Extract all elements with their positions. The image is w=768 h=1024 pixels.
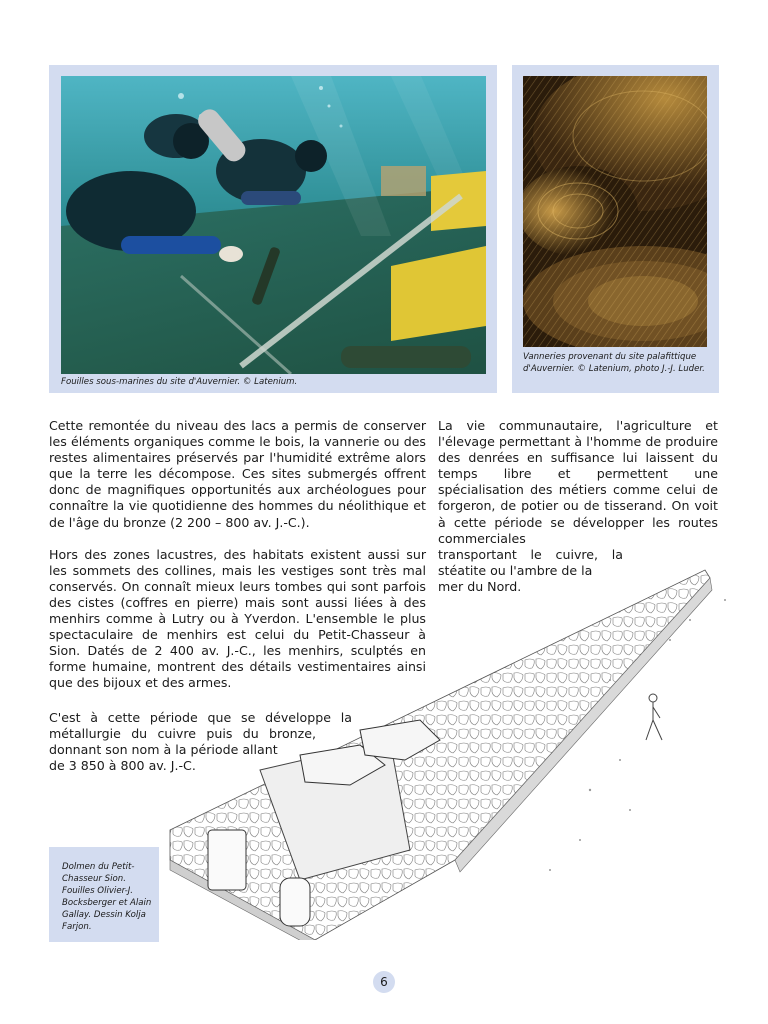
illustration-caption: Dolmen du Petit-Chasseur Sion. Fouilles Olivier-J. Bocksberger et Alain Gallay. Dessin Kolja Farjon. bbox=[62, 862, 152, 932]
walking-figure bbox=[646, 694, 662, 740]
page-number: 6 bbox=[373, 971, 395, 993]
closing-line: mer du Nord. bbox=[438, 578, 522, 594]
left-column bbox=[49, 418, 426, 692]
paragraph-hill-habitats: Hors des zones lacustres, des habitats existent aussi sur les sommets des collines, mais les vestiges sont très mal conservés. On connaît mieux leurs tombes qui sont parfois des cistes (coffres en pierre) mais sont aussi liées à des menhirs comme à Lutry ou à Yverdon. L'ensemble le plus spectaculaire de menhirs est celui du Petit-Chasseur à Sion. Datés de 2 400 av. J.-C., les menhirs, sculptés en forme humaine, montrent des détails vestimentaires ainsi que des bijoux et des armes. bbox=[49, 546, 426, 691]
closing-line: transportant le cuivre, la bbox=[438, 546, 623, 562]
closing-line: stéatite ou l'ambre de la bbox=[438, 562, 593, 578]
closing-line: de 3 850 à 800 av. J.-C. bbox=[49, 758, 196, 774]
closing-line: donnant son nom à la période allant bbox=[49, 742, 278, 758]
basketry-image bbox=[523, 76, 707, 347]
closing-line: métallurgie du cuivre puis du bronze, bbox=[49, 726, 316, 742]
right-column bbox=[438, 418, 718, 595]
underwater-scene-image bbox=[61, 76, 486, 374]
photo-underwater-excavation bbox=[61, 76, 486, 374]
closing-line: C'est à cette période que se développe la bbox=[49, 710, 352, 725]
photo-caption-excavation: Fouilles sous-marines du site d'Auvernier. © Latenium. bbox=[61, 377, 298, 387]
photo-basketry bbox=[523, 76, 707, 347]
photo-caption-basketry: Vanneries provenant du site palafittique d'Auvernier. © Latenium, photo J.-J. Luder. bbox=[523, 352, 705, 374]
illustration-caption-box bbox=[49, 847, 159, 942]
left-column-closing bbox=[49, 710, 359, 774]
paragraph-lake-levels: Cette remontée du niveau des lacs a permis de conserver les éléments organiques comme le bois, la vannerie ou des restes alimentaires préservés par l'humidité extrême alors que la terre les décompose. Ces sites submergés offrent donc de magnifiques opportunités aux archéologues pour connaître la vie quotidienne des hommes du néolithique et de l'âge du bronze (2 200 – 800 av. J.-C.). bbox=[49, 418, 426, 530]
paragraph-community-life: La vie communautaire, l'agriculture et l'élevage permettant à l'homme de produire des denrées en suffisance lui laissent du temps libre et permettent une spécialisation des métiers comme celui de forgeron, de potier ou de tisserand. On voit à cette période se développer les routes commerciales bbox=[438, 418, 718, 546]
